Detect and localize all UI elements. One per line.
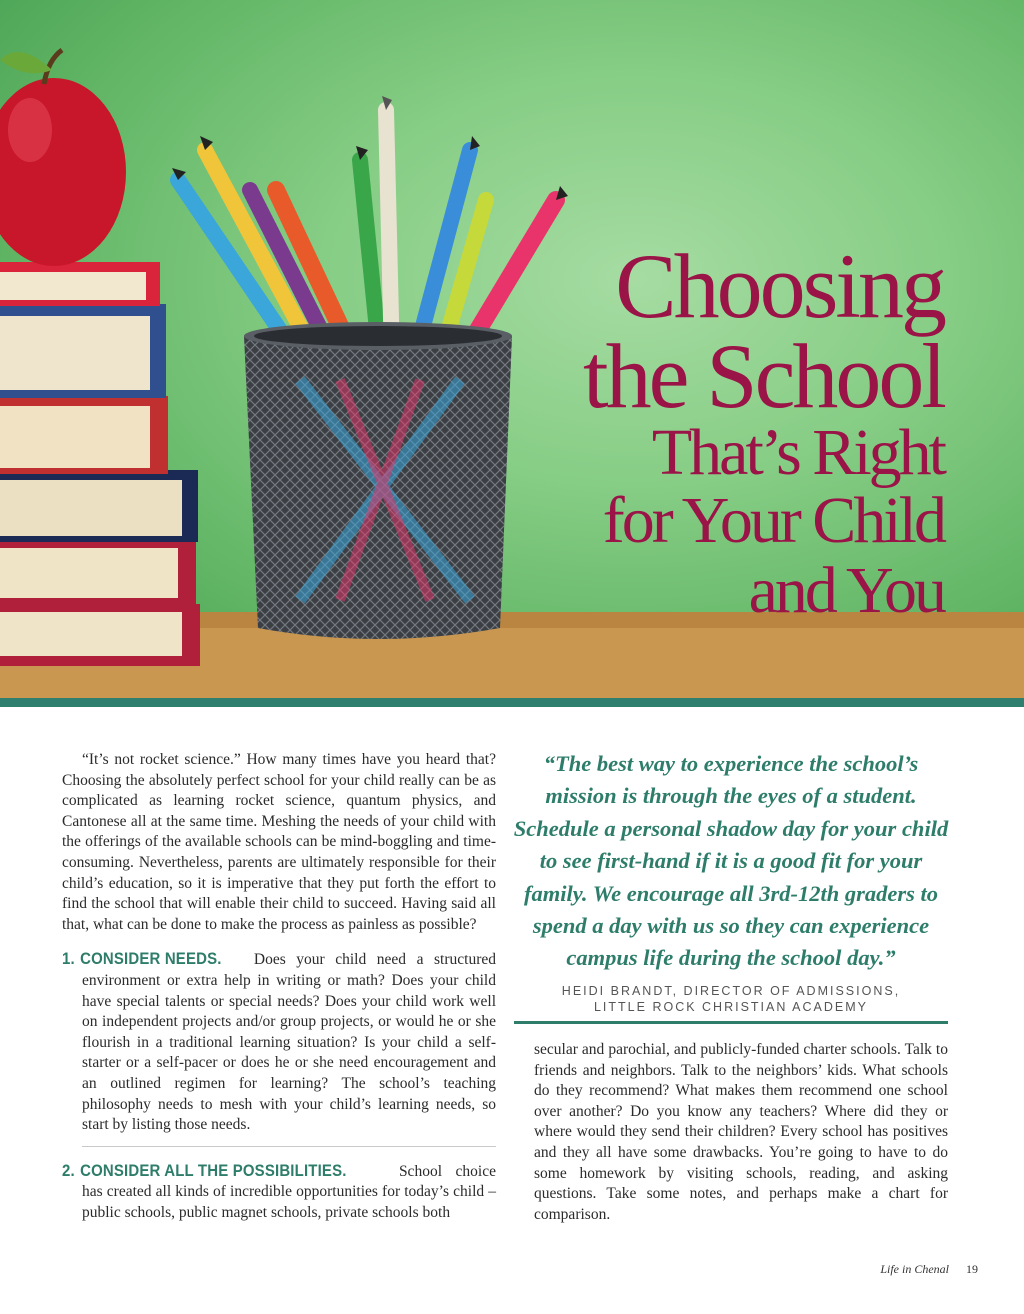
headline-line-4: for Your Child (602, 484, 944, 557)
item-text: School choice has created all kinds of incredible opportunities for today’s child – public schools, public magnet schools, private schools both (82, 1162, 496, 1221)
page-number: 19 (966, 1262, 978, 1276)
apple (0, 50, 126, 266)
right-column (534, 1040, 948, 1225)
intro-paragraph: “It’s not rocket science.” How many times have you heard that? Choosing the absolutely perfect school for your child really can be as complicated as learning rocket science, quantum physics, and Cantonese all at the same time. Meshing the needs of your child with the offerings of the available schools can be mind-boggling and time-consuming. Nevertheless, parents are ultimately responsible for their child’s education, so it is imperative that they put forth the effort to find the school that will enable their child to succeed. Having said all that, what can be done to make the process as painless as possible? (62, 751, 496, 933)
headline-line-2: the School (583, 325, 944, 427)
publication-name: Life in Chenal (880, 1262, 949, 1276)
section-divider (0, 698, 1024, 707)
item-heading: 2. CONSIDER ALL THE POSSIBILITIES. (62, 1160, 347, 1180)
headline-line-1: Choosing (615, 235, 944, 337)
headline-line-3: That’s Right (651, 416, 944, 489)
item-text: Does your child need a structured environment or extra help in writing or math? Does your child have special talents or special needs? Does your child work well on independent projects and/or group projects, or would he or she flourish in a traditional learning situation? Is your child a self-starter or a self-pacer or does he or she need encouragement and an outlined regimen for learning? The school’s teaching philosophy needs to mesh with your child’s learning needs, so start by listing those needs. (82, 951, 496, 1134)
item-heading: 1. CONSIDER NEEDS. (62, 949, 222, 969)
pencil-holder (244, 322, 512, 639)
headline-line-5: and You (748, 554, 944, 627)
pull-quote-attribution: HEIDI BRANDT, DIRECTOR OF ADMISSIONS, LITTLE ROCK CHRISTIAN ACADEMY (561, 983, 901, 1014)
left-column (62, 750, 496, 1223)
item-divider (82, 1146, 496, 1147)
list-item (62, 949, 496, 1135)
list-item (62, 1161, 496, 1224)
pull-quote-rule (514, 1021, 948, 1024)
pull-quote-text: “The best way to experience the school’s mission is through the eyes of a student. Schedule a personal shadow day for your child to see first-hand if it is a good fit for your family. We encourage all 3rd-12th graders to spend a day with us so they can experience campus life during the school day.” (513, 751, 949, 971)
page-footer (880, 1262, 978, 1277)
book-stack (0, 262, 200, 666)
continued-paragraph: secular and parochial, and publicly-funded charter schools. Talk to friends and neighbors. Talk to the neighbors’ kids. What schools do they recommend? What makes them recommend one school over another? Do you know any teachers? Where did they or where would they send their children? Every school has positives and they all have some drawbacks. You’re going to have to do some homework by visiting schools, reading, and asking questions. Take some notes, and perhaps make a chart for comparison. (534, 1041, 948, 1223)
pull-quote (512, 748, 950, 1015)
pencils (172, 96, 568, 360)
